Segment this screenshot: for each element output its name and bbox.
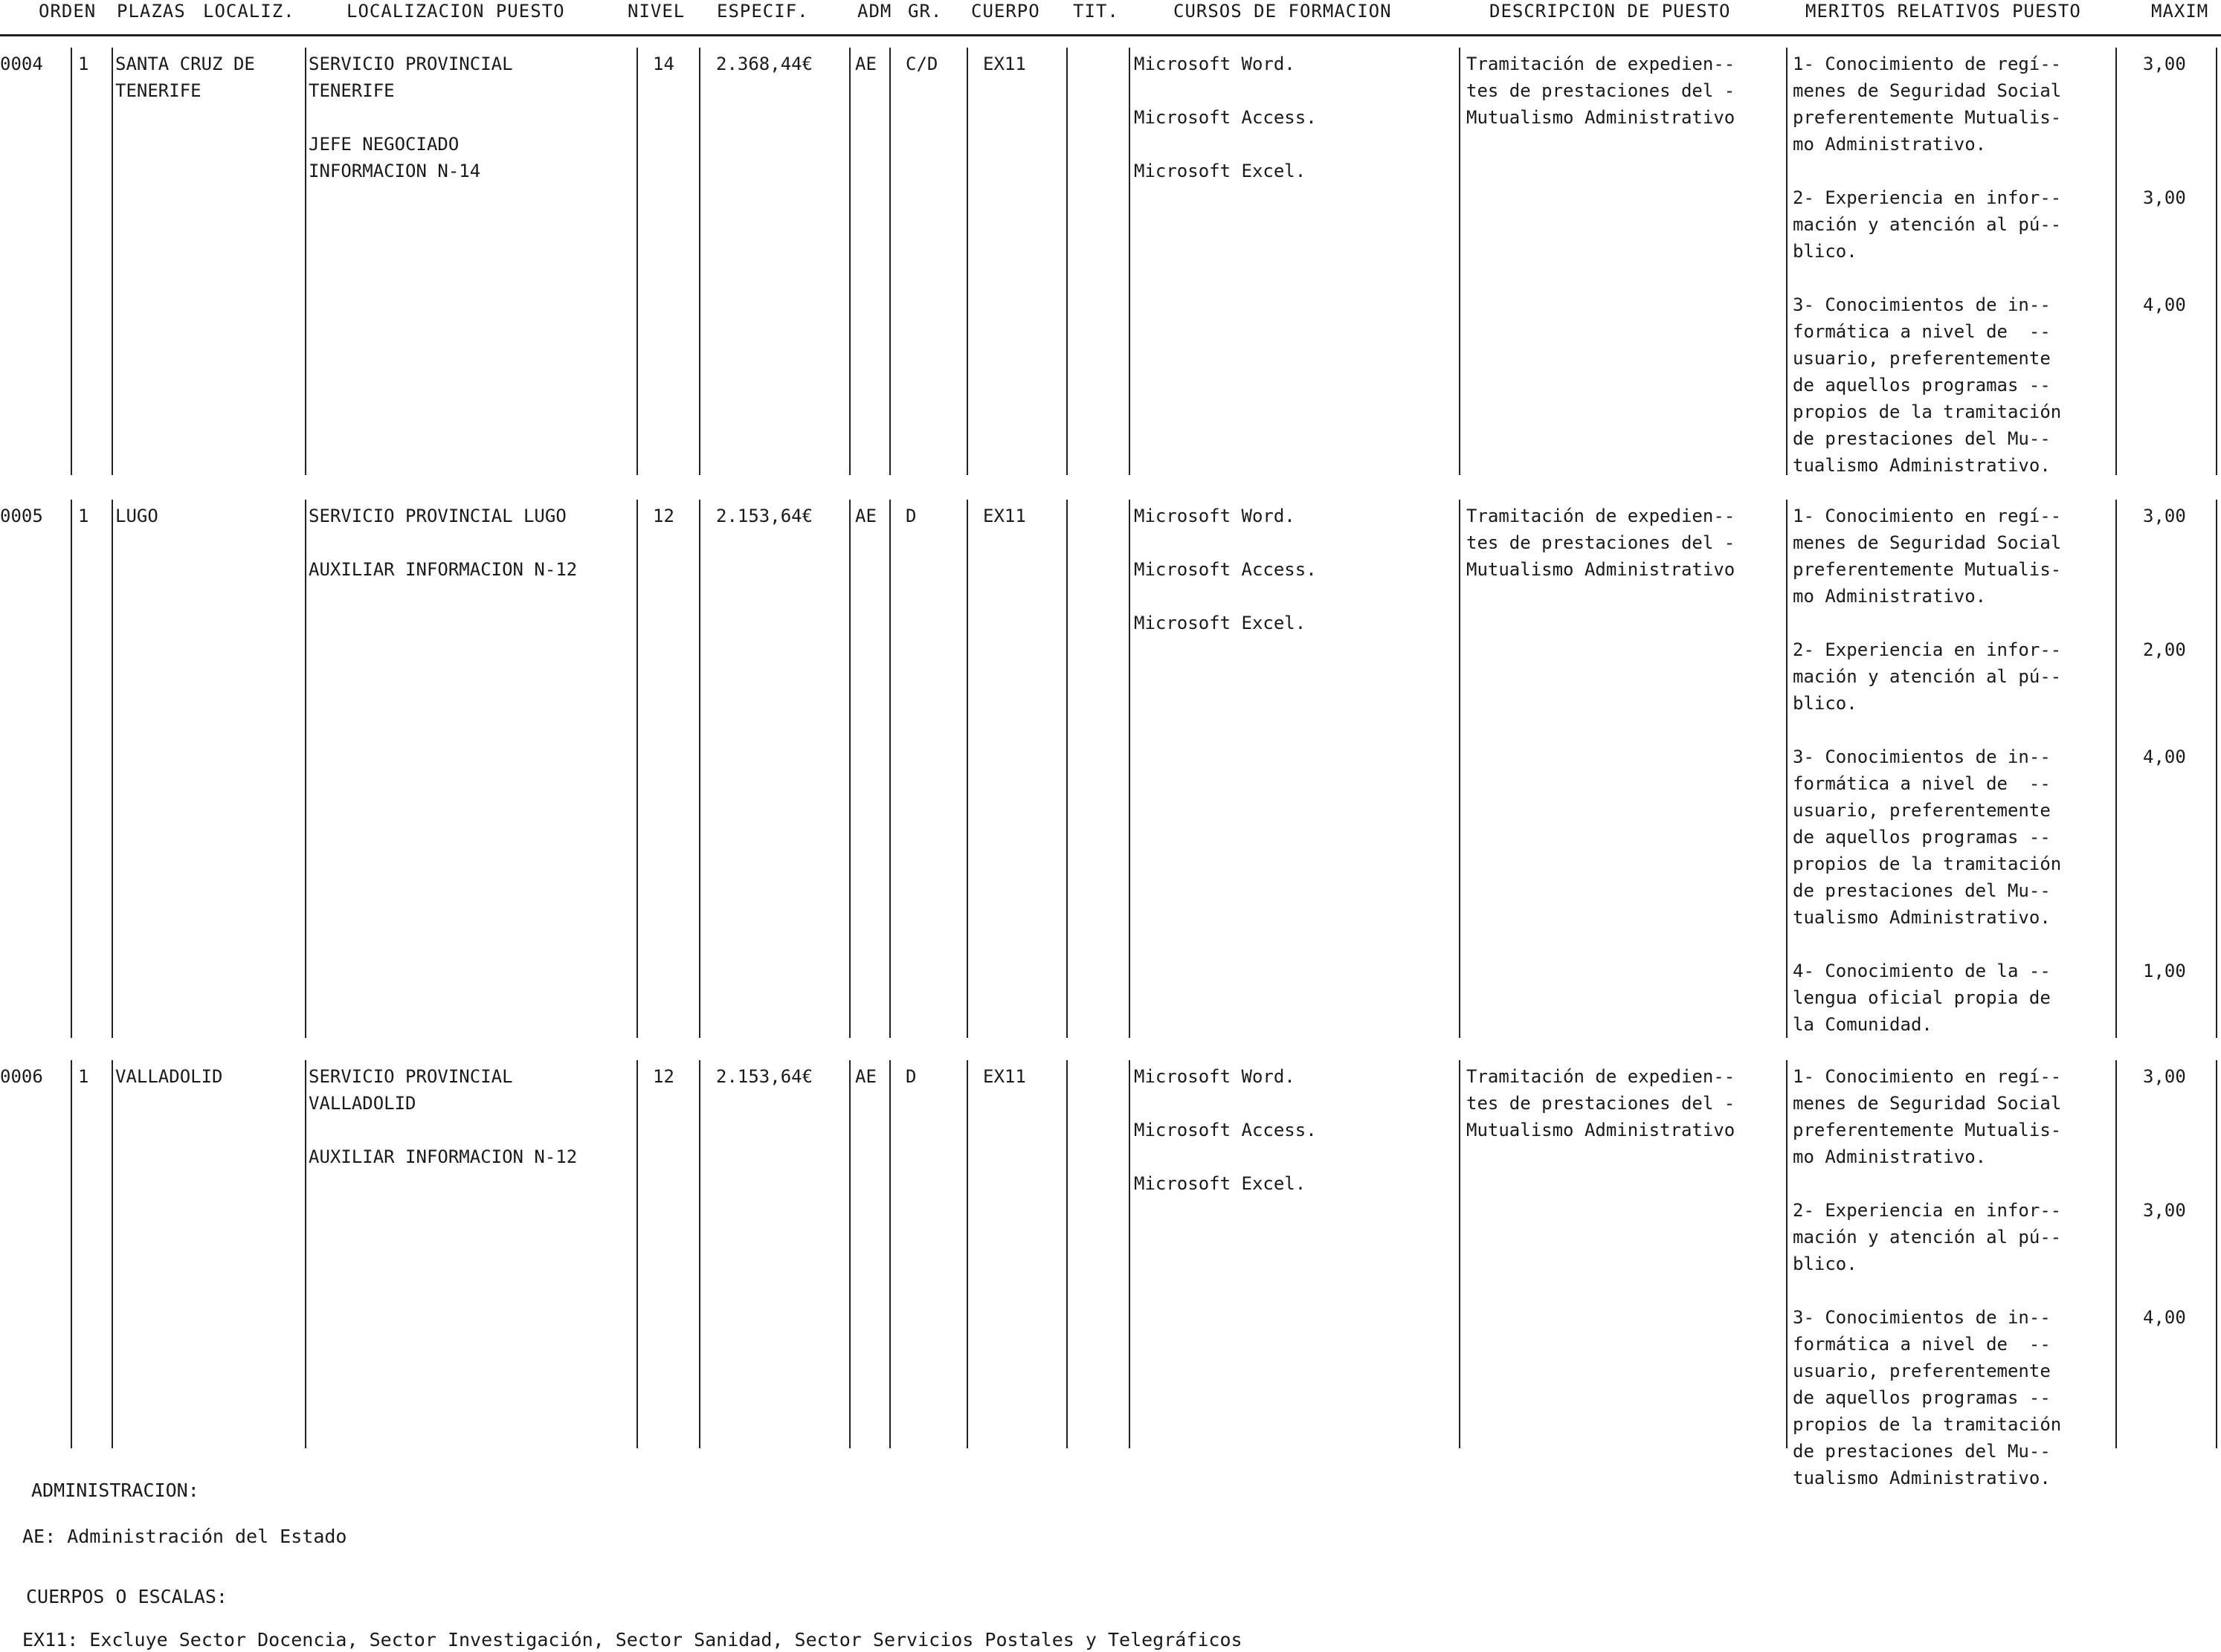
column-rule <box>71 500 72 1038</box>
col-header-cursos: CURSOS DE FORMACION <box>1173 1 1392 22</box>
col-header-gr: GR. <box>908 1 943 22</box>
column-rule <box>849 1060 851 1448</box>
header-rule <box>0 34 2221 36</box>
row-descripcion-line: tes de prestaciones del - <box>1466 532 1735 553</box>
row-puesto-line: AUXILIAR INFORMACION N-12 <box>309 559 578 580</box>
column-rule <box>636 1060 638 1448</box>
row-puesto-line: TENERIFE <box>309 80 395 101</box>
row-merito-line: tualismo Administrativo. <box>1793 1468 2051 1488</box>
column-rule <box>636 48 638 475</box>
row-merito-line: mo Administrativo. <box>1793 134 1987 155</box>
row-merito-line: de prestaciones del Mu-- <box>1793 428 2051 449</box>
row-cuerpo: EX11 <box>983 54 1026 74</box>
row-merito-line: formática a nivel de -- <box>1793 773 2051 794</box>
row-plazas: 1 <box>78 54 89 74</box>
row-curso-line: Microsoft Word. <box>1134 506 1295 526</box>
row-merito-line: la Comunidad. <box>1793 1014 1933 1035</box>
column-rule <box>305 48 306 475</box>
row-curso-line: Microsoft Word. <box>1134 54 1295 74</box>
column-rule <box>967 500 968 1038</box>
row-merito-line: blico. <box>1793 241 1857 262</box>
row-merito-line: propios de la tramitación <box>1793 854 2062 874</box>
column-rule <box>112 500 113 1038</box>
column-rule <box>889 48 891 475</box>
row-merito-line: preferentemente Mutualis- <box>1793 1120 2062 1140</box>
row-merito-max: 2,00 <box>2143 639 2186 660</box>
footer-admin-text: AE: Administración del Estado <box>22 1526 347 1547</box>
col-header-orden: ORDEN <box>39 1 97 22</box>
col-header-descripcion: DESCRIPCION DE PUESTO <box>1489 1 1731 22</box>
row-merito-line: de aquellos programas -- <box>1793 1387 2051 1408</box>
row-descripcion-line: tes de prestaciones del - <box>1466 80 1735 101</box>
col-header-meritos: MERITOS RELATIVOS PUESTO <box>1805 1 2081 22</box>
row-merito-line: menes de Seguridad Social <box>1793 1093 2062 1114</box>
row-gr: C/D <box>906 54 938 74</box>
row-plazas: 1 <box>78 1066 89 1087</box>
row-puesto-line: AUXILIAR INFORMACION N-12 <box>309 1146 578 1167</box>
row-descripcion-line: Tramitación de expedien-- <box>1466 506 1735 526</box>
row-descripcion-line: Tramitación de expedien-- <box>1466 54 1735 74</box>
row-merito-line: mación y atención al pú-- <box>1793 214 2062 235</box>
row-descripcion-line: Mutualismo Administrativo <box>1466 1120 1735 1140</box>
row-merito-line: mación y atención al pú-- <box>1793 1227 2062 1248</box>
row-especif: 2.368,44€ <box>716 54 813 74</box>
row-merito-max: 4,00 <box>2143 1307 2186 1328</box>
column-rule <box>889 1060 891 1448</box>
row-puesto-line: SERVICIO PROVINCIAL LUGO <box>309 506 567 526</box>
column-rule <box>112 1060 113 1448</box>
column-rule <box>699 1060 700 1448</box>
column-rule <box>305 500 306 1038</box>
column-rule <box>699 500 700 1038</box>
column-rule <box>1459 1060 1460 1448</box>
column-rule <box>1459 48 1460 475</box>
column-rule <box>699 48 700 475</box>
row-puesto-line: SERVICIO PROVINCIAL <box>309 1066 513 1087</box>
row-merito-max: 3,00 <box>2143 506 2186 526</box>
row-merito-line: mo Administrativo. <box>1793 1146 1987 1167</box>
row-merito-line: blico. <box>1793 1253 1857 1274</box>
col-header-localiz: LOCALIZ. <box>203 1 295 22</box>
column-rule <box>1066 48 1068 475</box>
column-rule <box>1786 48 1788 475</box>
column-rule <box>1129 48 1130 475</box>
row-merito-line: lengua oficial propia de <box>1793 987 2051 1008</box>
row-curso-line: Microsoft Excel. <box>1134 613 1306 633</box>
row-merito-line: menes de Seguridad Social <box>1793 80 2062 101</box>
col-header-maxim: MAXIM <box>2151 1 2209 22</box>
row-merito-line: propios de la tramitación <box>1793 401 2062 422</box>
row-orden: 0006 <box>0 1066 43 1087</box>
row-curso-line: Microsoft Excel. <box>1134 161 1306 181</box>
row-localizacion: LUGO <box>115 506 158 526</box>
row-localizacion: TENERIFE <box>115 80 202 101</box>
row-curso-line: Microsoft Access. <box>1134 559 1317 580</box>
column-rule <box>2216 500 2217 1038</box>
col-header-cuerpo: CUERPO <box>971 1 1040 22</box>
row-cuerpo: EX11 <box>983 1066 1026 1087</box>
row-merito-line: 3- Conocimientos de in-- <box>1793 294 2051 315</box>
row-descripcion-line: tes de prestaciones del - <box>1466 1093 1735 1114</box>
row-merito-line: 1- Conocimiento en regí-- <box>1793 1066 2062 1087</box>
column-rule <box>71 48 72 475</box>
column-rule <box>1459 500 1460 1038</box>
row-merito-line: 2- Experiencia en infor-- <box>1793 639 2062 660</box>
col-header-especif: ESPECIF. <box>717 1 809 22</box>
row-localizacion: VALLADOLID <box>115 1066 223 1087</box>
column-rule <box>889 500 891 1038</box>
row-descripcion-line: Mutualismo Administrativo <box>1466 107 1735 128</box>
row-merito-max: 3,00 <box>2143 54 2186 74</box>
column-rule <box>636 500 638 1038</box>
row-merito-line: 3- Conocimientos de in-- <box>1793 1307 2051 1328</box>
row-descripcion-line: Tramitación de expedien-- <box>1466 1066 1735 1087</box>
column-rule <box>1129 1060 1130 1448</box>
col-header-plazas: PLAZAS <box>117 1 186 22</box>
footer-cuerpos-title: CUERPOS O ESCALAS: <box>26 1586 228 1607</box>
row-puesto-line: VALLADOLID <box>309 1093 416 1114</box>
row-merito-line: 4- Conocimiento de la -- <box>1793 961 2051 981</box>
row-nivel: 14 <box>653 54 674 74</box>
col-header-adm: ADM <box>857 1 892 22</box>
column-rule <box>967 48 968 475</box>
column-rule <box>2115 48 2117 475</box>
row-merito-line: de prestaciones del Mu-- <box>1793 1441 2051 1462</box>
col-header-tit: TIT. <box>1073 1 1119 22</box>
row-curso-line: Microsoft Excel. <box>1134 1173 1306 1194</box>
row-descripcion-line: Mutualismo Administrativo <box>1466 559 1735 580</box>
footer-cuerpos-text: EX11: Excluye Sector Docencia, Sector Investigación, Sector Sanidad, Sector Servicios Postales y Telegráficos <box>22 1629 1242 1651</box>
row-gr: D <box>906 1066 917 1087</box>
row-merito-line: formática a nivel de -- <box>1793 1334 2051 1355</box>
row-gr: D <box>906 506 917 526</box>
row-curso-line: Microsoft Access. <box>1134 1120 1317 1140</box>
row-merito-line: preferentemente Mutualis- <box>1793 107 2062 128</box>
col-header-nivel: NIVEL <box>628 1 686 22</box>
row-adm: AE <box>855 506 877 526</box>
row-adm: AE <box>855 1066 877 1087</box>
row-plazas: 1 <box>78 506 89 526</box>
row-merito-line: blico. <box>1793 693 1857 714</box>
row-merito-line: tualismo Administrativo. <box>1793 907 2051 928</box>
row-merito-line: tualismo Administrativo. <box>1793 455 2051 476</box>
column-rule <box>112 48 113 475</box>
row-puesto-line: JEFE NEGOCIADO <box>309 134 460 155</box>
column-rule <box>71 1060 72 1448</box>
col-header-localizacion-puesto: LOCALIZACION PUESTO <box>346 1 565 22</box>
row-merito-line: 1- Conocimiento de regí-- <box>1793 54 2062 74</box>
row-merito-line: 1- Conocimiento en regí-- <box>1793 506 2062 526</box>
column-rule <box>1786 500 1788 1038</box>
row-adm: AE <box>855 54 877 74</box>
row-especif: 2.153,64€ <box>716 506 813 526</box>
column-rule <box>967 1060 968 1448</box>
row-merito-line: 2- Experiencia en infor-- <box>1793 1200 2062 1221</box>
column-rule <box>849 48 851 475</box>
row-merito-line: de aquellos programas -- <box>1793 375 2051 396</box>
row-merito-line: preferentemente Mutualis- <box>1793 559 2062 580</box>
row-cuerpo: EX11 <box>983 506 1026 526</box>
row-merito-line: de prestaciones del Mu-- <box>1793 880 2051 901</box>
footer-admin-title: ADMINISTRACION: <box>31 1480 199 1501</box>
row-merito-max: 3,00 <box>2143 1066 2186 1087</box>
row-nivel: 12 <box>653 506 674 526</box>
row-puesto-line: SERVICIO PROVINCIAL <box>309 54 513 74</box>
row-merito-max: 4,00 <box>2143 294 2186 315</box>
column-rule <box>1129 500 1130 1038</box>
row-merito-line: propios de la tramitación <box>1793 1414 2062 1435</box>
row-orden: 0004 <box>0 54 43 74</box>
row-merito-max: 4,00 <box>2143 746 2186 767</box>
row-localizacion: SANTA CRUZ DE <box>115 54 255 74</box>
row-merito-line: usuario, preferentemente <box>1793 1361 2051 1381</box>
row-especif: 2.153,64€ <box>716 1066 813 1087</box>
row-merito-max: 3,00 <box>2143 1200 2186 1221</box>
column-rule <box>305 1060 306 1448</box>
row-merito-line: 3- Conocimientos de in-- <box>1793 746 2051 767</box>
row-merito-line: mo Administrativo. <box>1793 586 1987 607</box>
column-rule <box>1066 1060 1068 1448</box>
column-rule <box>1066 500 1068 1038</box>
column-rule <box>1786 1060 1788 1448</box>
row-merito-line: menes de Seguridad Social <box>1793 532 2062 553</box>
row-merito-line: usuario, preferentemente <box>1793 800 2051 821</box>
row-merito-line: usuario, preferentemente <box>1793 348 2051 369</box>
row-puesto-line: INFORMACION N-14 <box>309 161 481 181</box>
row-nivel: 12 <box>653 1066 674 1087</box>
row-merito-line: 2- Experiencia en infor-- <box>1793 187 2062 208</box>
row-orden: 0005 <box>0 506 43 526</box>
column-rule <box>2216 1060 2217 1448</box>
row-merito-line: formática a nivel de -- <box>1793 321 2051 342</box>
column-rule <box>2115 1060 2117 1448</box>
row-curso-line: Microsoft Word. <box>1134 1066 1295 1087</box>
row-merito-max: 1,00 <box>2143 961 2186 981</box>
row-merito-line: mación y atención al pú-- <box>1793 666 2062 687</box>
column-rule <box>2216 48 2217 475</box>
row-curso-line: Microsoft Access. <box>1134 107 1317 128</box>
column-rule <box>2115 500 2117 1038</box>
row-merito-line: de aquellos programas -- <box>1793 827 2051 848</box>
row-merito-max: 3,00 <box>2143 187 2186 208</box>
column-rule <box>849 500 851 1038</box>
